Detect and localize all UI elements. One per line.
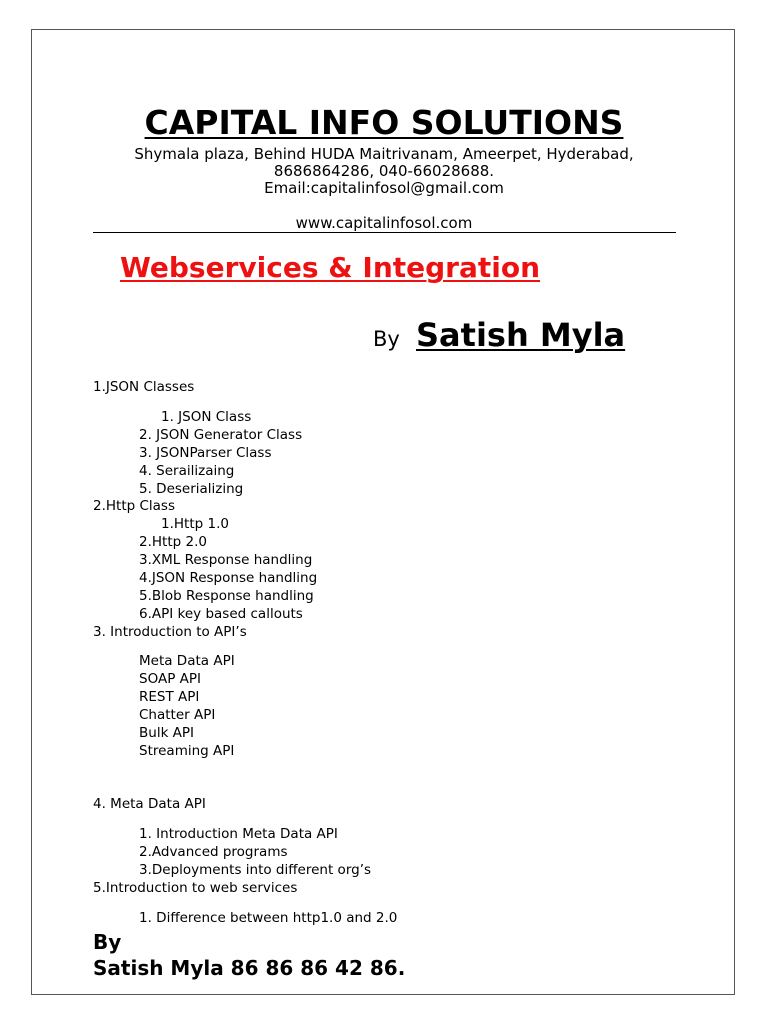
website-line: www.capitalinfosol.com — [295, 214, 473, 232]
toc-section-5: 5.Introduction to web services — [93, 880, 298, 896]
toc-section-2: 2.Http Class — [93, 498, 175, 514]
toc-section-1: 1.JSON Classes — [93, 379, 195, 395]
toc-item: Streaming API — [139, 743, 235, 759]
toc-item: Bulk API — [139, 725, 195, 741]
toc-item: 3.Deployments into different org’s — [139, 862, 372, 878]
address-line: Shymala plaza, Behind HUDA Maitrivanam, Ameerpet, Hyderabad, — [134, 145, 634, 163]
toc-item: 5. Deserializing — [139, 481, 244, 497]
toc-item: Meta Data API — [139, 653, 235, 669]
company-name: CAPITAL INFO SOLUTIONS — [144, 103, 624, 142]
by-label: By — [373, 327, 400, 351]
toc-section-3: 3. Introduction to API’s — [93, 624, 247, 640]
toc-item: 1. Introduction Meta Data API — [139, 826, 338, 842]
toc-item: Chatter API — [139, 707, 216, 723]
footer-contact: Satish Myla 86 86 86 42 86. — [93, 956, 406, 980]
footer-by: By — [93, 930, 122, 954]
toc-item: 2.Http 2.0 — [139, 534, 207, 550]
email-line: Email:capitalinfosol@gmail.com — [264, 179, 504, 197]
header-divider — [93, 232, 676, 233]
toc-item: 5.Blob Response handling — [139, 588, 314, 604]
course-title: Webservices & Integration — [120, 251, 541, 284]
toc-item: 4.JSON Response handling — [139, 570, 318, 586]
toc-section-4: 4. Meta Data API — [93, 796, 206, 812]
toc-item: REST API — [139, 689, 200, 705]
author-name: Satish Myla — [416, 316, 626, 354]
toc-item: 2. JSON Generator Class — [139, 427, 303, 443]
toc-item: 3.XML Response handling — [139, 552, 313, 568]
toc-item: 1. JSON Class — [161, 409, 252, 425]
toc-item: 6.API key based callouts — [139, 606, 303, 622]
toc-item: 1.Http 1.0 — [161, 516, 229, 532]
toc-item: 3. JSONParser Class — [139, 445, 272, 461]
toc-item: 4. Serailizaing — [139, 463, 235, 479]
toc-item: SOAP API — [139, 671, 201, 687]
phone-line: 8686864286, 040-66028688. — [273, 162, 495, 180]
toc-item: 1. Difference between http1.0 and 2.0 — [139, 910, 398, 926]
toc-item: 2.Advanced programs — [139, 844, 288, 860]
